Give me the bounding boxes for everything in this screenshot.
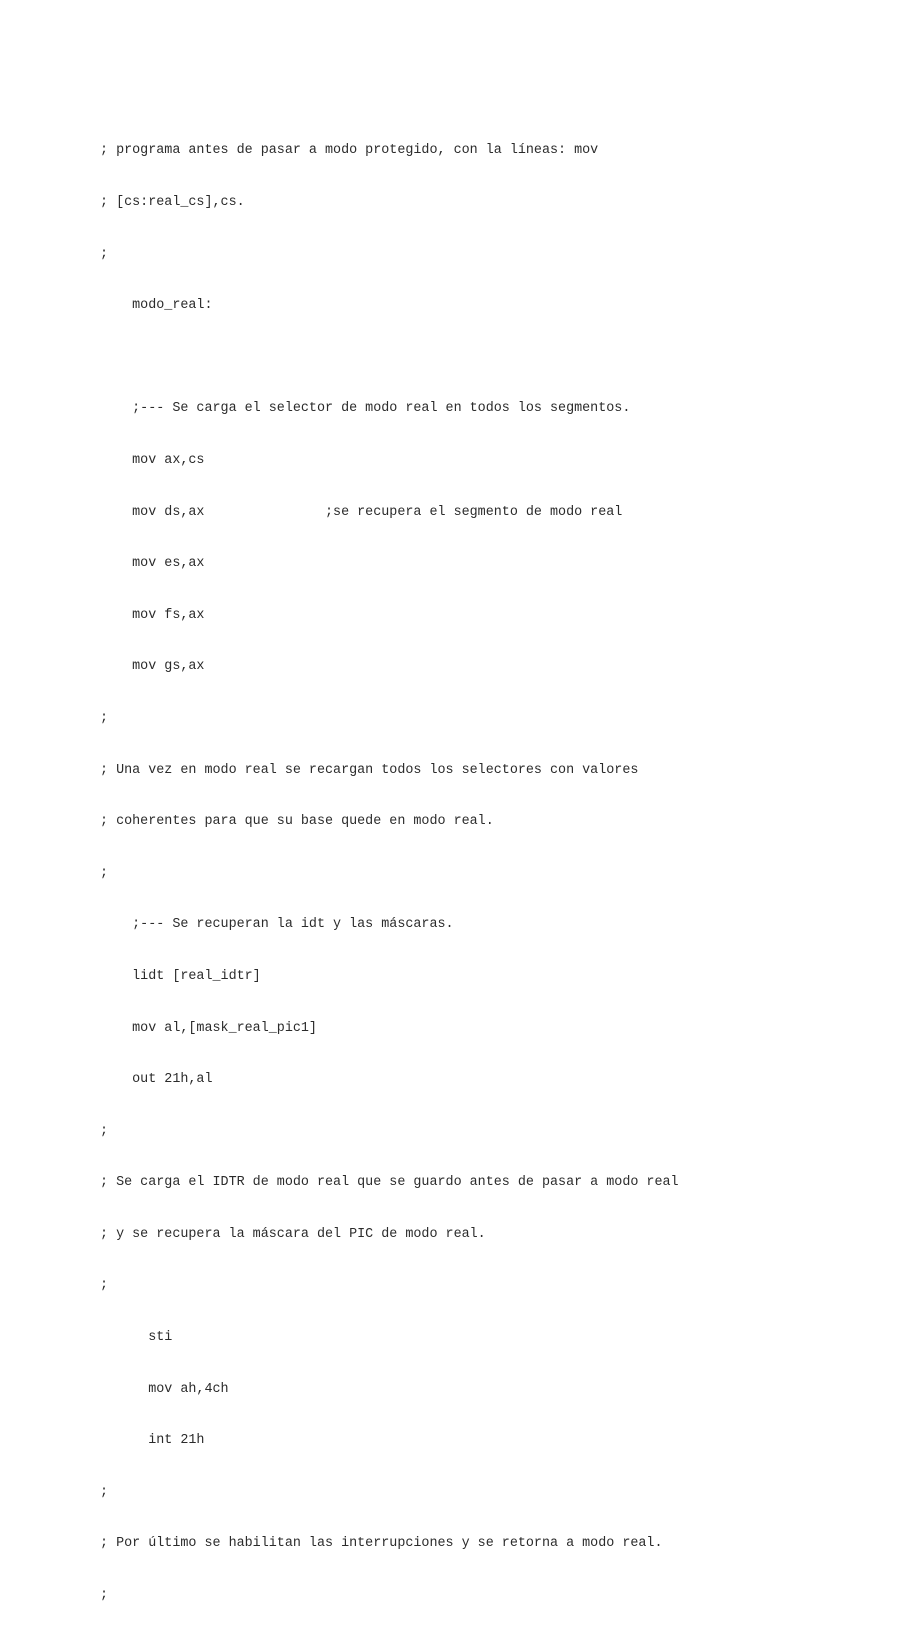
code-line: ;	[100, 1484, 109, 1500]
code-line: lidt [real_idtr]	[100, 968, 261, 984]
code-label: modo_real:	[100, 298, 213, 314]
code-line: mov gs,ax	[100, 659, 205, 675]
code-comment: ; y se recupera la máscara del PIC de modo real.	[100, 1226, 486, 1242]
code-comment: ;--- Se carga el selector de modo real en todos los segmentos.	[100, 401, 631, 417]
code-comment: ; Se carga el IDTR de modo real que se guardo antes de pasar a modo real	[100, 1175, 679, 1191]
code-comment: ; Por último se habilitan las interrupciones y se retorna a modo real.	[100, 1536, 663, 1552]
code-line: ;	[100, 1123, 109, 1139]
code-line: mov ax,cs	[100, 452, 205, 468]
code-line: ;	[100, 1278, 109, 1294]
code-line: out 21h,al	[100, 1072, 213, 1088]
code-line: ;	[100, 246, 109, 262]
code-line: mov ah,4ch	[100, 1381, 229, 1397]
code-line: ;	[100, 710, 109, 726]
code-line: mov fs,ax	[100, 607, 205, 623]
blank-line	[100, 349, 679, 366]
code-comment: ; coherentes para que su base quede en modo real.	[100, 814, 494, 830]
code-line: ; [cs:real_cs],cs.	[100, 195, 245, 210]
code-line: ;	[100, 865, 109, 881]
assembly-code-listing	[100, 108, 679, 1639]
code-line: sti	[100, 1330, 173, 1346]
code-comment: ;--- Se recuperan la idt y las máscaras.	[100, 917, 454, 933]
code-line: ; programa antes de pasar a modo protegido, con la líneas: mov	[100, 143, 599, 159]
code-line: ;	[100, 1588, 109, 1604]
code-line: int 21h	[100, 1433, 205, 1449]
code-line: mov ds,ax ;se recupera el segmento de modo real	[100, 504, 623, 520]
code-comment: ; Una vez en modo real se recargan todos los selectores con valores	[100, 762, 639, 778]
code-line: mov al,[mask_real_pic1]	[100, 1020, 317, 1036]
code-line: mov es,ax	[100, 556, 205, 572]
